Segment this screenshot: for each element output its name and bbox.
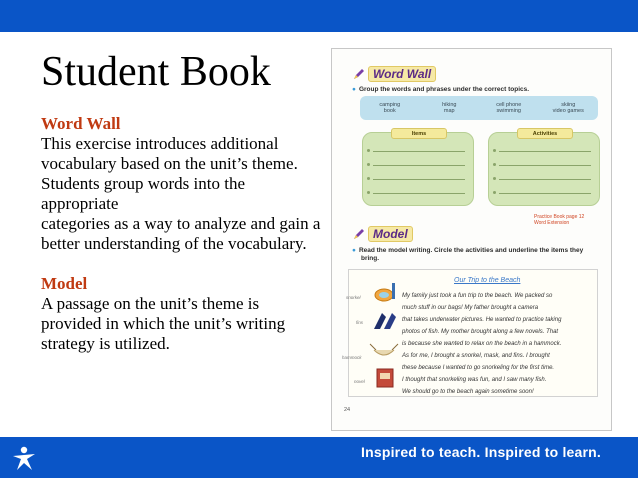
story-line: My family just took a fun trip to the beach. We packed so [402, 293, 553, 299]
top-bar [0, 0, 638, 32]
side-label-fins: fins [356, 320, 364, 325]
activities-group-box [488, 132, 600, 206]
word-wall-instruction: ● Group the words and phrases under the correct topics. [352, 86, 530, 93]
word-wall-badge [346, 65, 442, 83]
snorkel-mask-picture [372, 281, 398, 305]
pen-icon [352, 67, 366, 81]
word-chip: skiing video games [552, 102, 584, 114]
word-wall-body-continued: categories as a way to analyze and gain a better understanding of the vocabulary. [41, 214, 321, 253]
model-heading: Model [41, 274, 88, 293]
model-badge [346, 225, 419, 243]
model-instruction: ● Read the model writing. Circle the activities and underline the items they bring. [352, 247, 584, 262]
word-chip: camping book [379, 102, 401, 114]
side-label-novel: novel [354, 379, 365, 384]
slide-title: Student Book [41, 49, 271, 95]
novel-picture [374, 367, 396, 389]
fins-picture [372, 311, 398, 331]
student-book-page [331, 48, 612, 431]
activities-tab: Activities [517, 128, 573, 139]
story-line: We should go to the beach again sometime soon! [402, 389, 534, 395]
story-title: Our Trip to the Beach [454, 277, 521, 284]
model-badge-label: Model [368, 226, 413, 242]
story-line: much stuff in our bags! My father brought a camera [402, 305, 539, 311]
story-line: that takes underwater pictures. He wanted to practice taking [402, 317, 562, 323]
side-label-hammock: hammock [342, 355, 362, 360]
word-wall-badge-label: Word Wall [368, 66, 436, 82]
model-body: A passage on the unit’s theme is provided in which the unit’s writing strategy is utilized. [41, 294, 286, 353]
page-number: 24 [344, 407, 351, 413]
word-chip: cell phone swimming [496, 102, 522, 114]
word-chip: hiking map [442, 102, 457, 114]
items-group-box [362, 132, 474, 206]
word-wall-heading: Word Wall [41, 114, 121, 133]
story-line: photos of fish. My mother brought along a few novels. That [402, 329, 559, 335]
practice-book-reference: Practice Book page 12 Word Extension [534, 214, 585, 226]
story-line: As for me, I brought a snorkel, mask, and fins. I brought [402, 353, 550, 359]
company-logo-icon [9, 443, 39, 473]
text-column [41, 114, 321, 354]
items-tab: Items [391, 128, 447, 139]
story-line: is because she wanted to relax on the beach in a hammock. [402, 341, 562, 347]
story-line: I thought that snorkeling was fun, and I saw many fish. [402, 377, 547, 383]
footer-tagline: Inspired to teach. Inspired to learn. [361, 444, 601, 460]
word-bank [360, 96, 598, 120]
hammock-picture [368, 342, 400, 360]
word-wall-body: This exercise introduces additional vocabulary based on the unit’s theme. Students group words into the appropriate [41, 134, 298, 213]
side-label-snorkel: snorkel [346, 295, 361, 300]
pen-icon [352, 227, 366, 241]
story-line: these because I wanted to go snorkeling for the first time. [402, 365, 555, 371]
